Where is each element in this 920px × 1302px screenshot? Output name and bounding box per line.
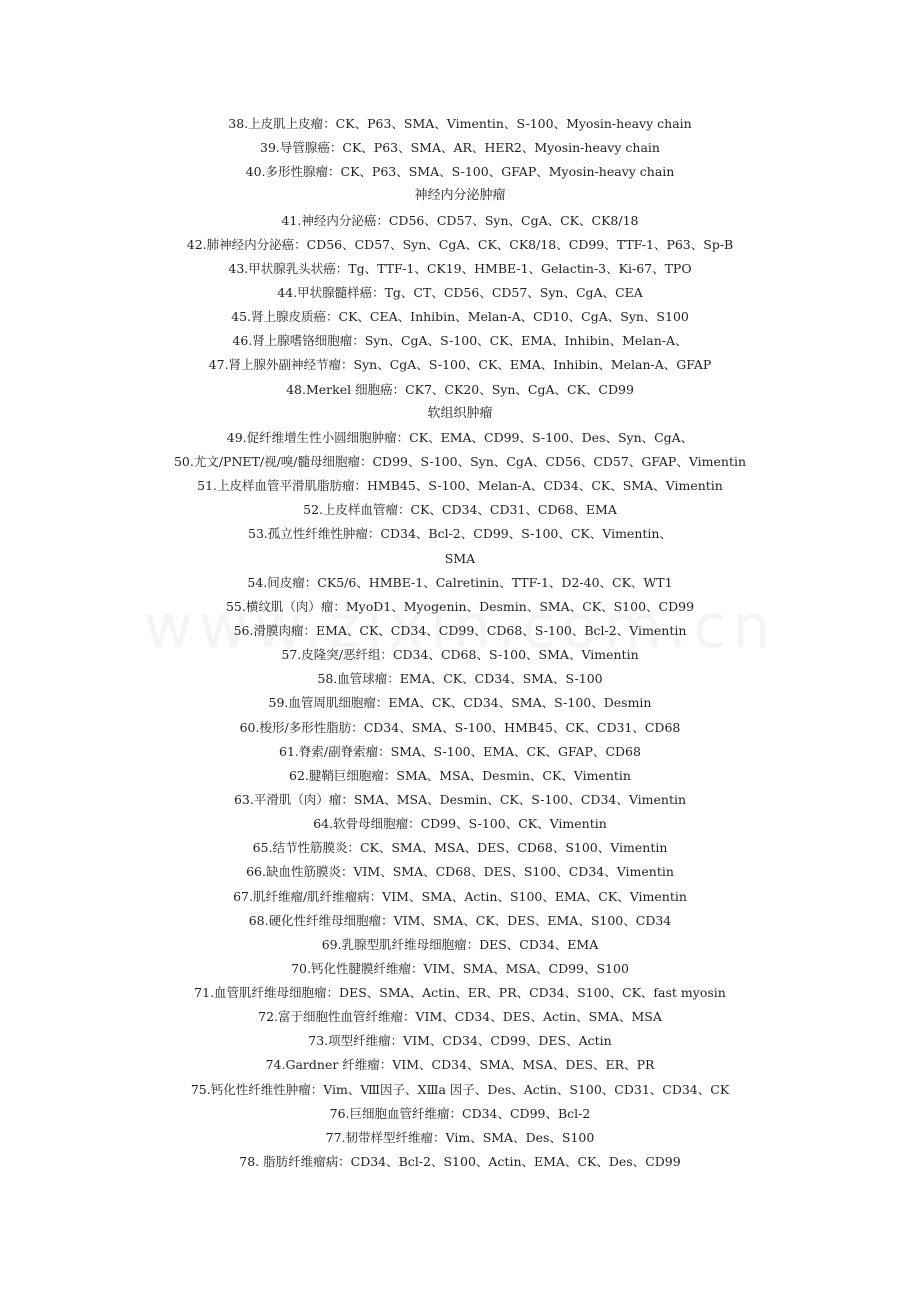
marker-entry: 71.血管肌纤维母细胞瘤：DES、SMA、Actin、ER、PR、CD34、S100、CK、fast myosin [194, 985, 726, 1001]
marker-entry: 49.促纤维增生性小圆细胞肿瘤：CK、EMA、CD99、S-100、Des、Syn、CgA、 [226, 429, 694, 445]
marker-entry: 63.平滑肌（肉）瘤：SMA、MSA、Desmin、CK、S-100、CD34、Vimentin [233, 791, 687, 807]
marker-entry: 55.横纹肌（肉）瘤：MyoD1、Myogenin、Desmin、SMA、CK、S100、CD99 [225, 598, 695, 614]
marker-entry: 75.钙化性纤维性肿瘤：Vim、Ⅷ因子、XⅢa 因子、Des、Actin、S100、CD31、CD34、CK [190, 1081, 730, 1097]
marker-entry: 74.Gardner 纤维瘤：VIM、CD34、SMA、MSA、DES、ER、PR [265, 1057, 655, 1073]
document-page [0, 112, 920, 1174]
marker-entry: 51.上皮样血管平滑肌脂肪瘤：HMB45、S-100、Melan-A、CD34、CK、SMA、Vimentin [197, 478, 723, 494]
marker-entry: 40.多形性腺瘤：CK、P63、SMA、S-100、GFAP、Myosin-heavy chain [245, 164, 675, 180]
marker-entry: 54.间皮瘤：CK5/6、HMBE-1、Calretinin、TTF-1、D2-40、CK、WT1 [247, 574, 673, 590]
marker-entry: 38.上皮肌上皮瘤：CK、P63、SMA、Vimentin、S-100、Myosin-heavy chain [228, 116, 692, 131]
marker-entry: 48.Merkel 细胞癌：CK7、CK20、Syn、CgA、CK、CD99 [286, 381, 634, 397]
marker-entry: 56.滑膜肉瘤：EMA、CK、CD34、CD99、CD68、S-100、Bcl-2、Vimentin [233, 622, 687, 638]
marker-entry: 39.导管腺癌：CK、P63、SMA、AR、HER2、Myosin-heavy chain [260, 140, 660, 156]
marker-entry: 47.肾上腺外副神经节瘤：Syn、CgA、S-100、CK、EMA、Inhibin、Melan-A、GFAP [208, 357, 712, 373]
marker-entry: 68.硬化性纤维母细胞瘤：VIM、SMA、CK、DES、EMA、S100、CD34 [248, 912, 672, 928]
marker-entry: SMA [444, 550, 476, 566]
marker-entry: 43.甲状腺乳头状癌：Tg、TTF-1、CK19、HMBE-1、Gelactin-3、Ki-67、TPO [228, 260, 692, 276]
marker-entry: 70.钙化性腱膜纤维瘤：VIM、SMA、MSA、CD99、S100 [291, 960, 629, 976]
marker-entry: 52.上皮样血管瘤：CK、CD34、CD31、CD68、EMA [303, 502, 617, 518]
marker-entry: 44.甲状腺髓样癌：Tg、CT、CD56、CD57、Syn、CgA、CEA [277, 284, 643, 300]
marker-entry: 73.项型纤维瘤：VIM、CD34、CD99、DES、Actin [308, 1033, 612, 1049]
marker-entry: 42.肺神经内分泌癌：CD56、CD57、Syn、CgA、CK、CK8/18、CD99、TTF-1、P63、Sp-B [186, 236, 734, 252]
marker-entry: 72.富于细胞性血管纤维瘤：VIM、CD34、DES、Actin、SMA、MSA [258, 1009, 662, 1025]
marker-entry: 46.肾上腺嗜铬细胞瘤：Syn、CgA、S-100、CK、EMA、Inhibin、Melan-A、 [232, 333, 688, 349]
marker-entry: 69.乳腺型肌纤维母细胞瘤：DES、CD34、EMA [321, 936, 599, 952]
marker-entry: 41.神经内分泌癌：CD56、CD57、Syn、CgA、CK、CK8/18 [281, 212, 639, 228]
marker-entry: 77.韧带样型纤维瘤：Vim、SMA、Des、S100 [325, 1129, 595, 1145]
marker-entry: 61.脊索/副脊索瘤：SMA、S-100、EMA、CK、GFAP、CD68 [279, 743, 641, 759]
marker-entry: 53.孤立性纤维性肿瘤：CD34、Bcl-2、CD99、S-100、CK、Vimentin、 [248, 526, 672, 542]
marker-entry: 62.腱鞘巨细胞瘤：SMA、MSA、Desmin、CK、Vimentin [289, 767, 631, 783]
marker-entry: 60.梭形/多形性脂肪：CD34、SMA、S-100、HMB45、CK、CD31、CD68 [239, 719, 681, 735]
marker-entry: 58.血管球瘤：EMA、CK、CD34、SMA、S-100 [317, 671, 603, 687]
marker-entry: 78. 脂肪纤维瘤病：CD34、Bcl-2、S100、Actin、EMA、CK、Des、CD99 [239, 1154, 681, 1170]
marker-entry: 50.尤文/PNET/视/嗅/髓母细胞瘤：CD99、S-100、Syn、CgA、CD56、CD57、GFAP、Vimentin [173, 453, 747, 469]
marker-entry: 57.皮隆突/恶纤组：CD34、CD68、S-100、SMA、Vimentin [281, 647, 639, 663]
section-heading: 神经内分泌肿瘤 [414, 188, 506, 204]
marker-entry: 76.巨细胞血管纤维瘤：CD34、CD99、Bcl-2 [329, 1105, 591, 1121]
marker-entry: 65.结节性筋膜炎：CK、SMA、MSA、DES、CD68、S100、Vimentin [252, 840, 668, 856]
marker-entry: 45.肾上腺皮质癌：CK、CEA、Inhibin、Melan-A、CD10、CgA、Syn、S100 [231, 309, 689, 325]
section-heading: 软组织肿瘤 [427, 405, 493, 421]
marker-entry: 66.缺血性筋膜炎：VIM、SMA、CD68、DES、S100、CD34、Vimentin [246, 864, 674, 880]
marker-entry: 64.软骨母细胞瘤：CD99、S-100、CK、Vimentin [313, 816, 607, 832]
marker-entry: 67.肌纤维瘤/肌纤维瘤病：VIM、SMA、Actin、S100、EMA、CK、Vimentin [233, 888, 687, 904]
marker-entry: 59.血管周肌细胞瘤：EMA、CK、CD34、SMA、S-100、Desmin [268, 695, 652, 711]
